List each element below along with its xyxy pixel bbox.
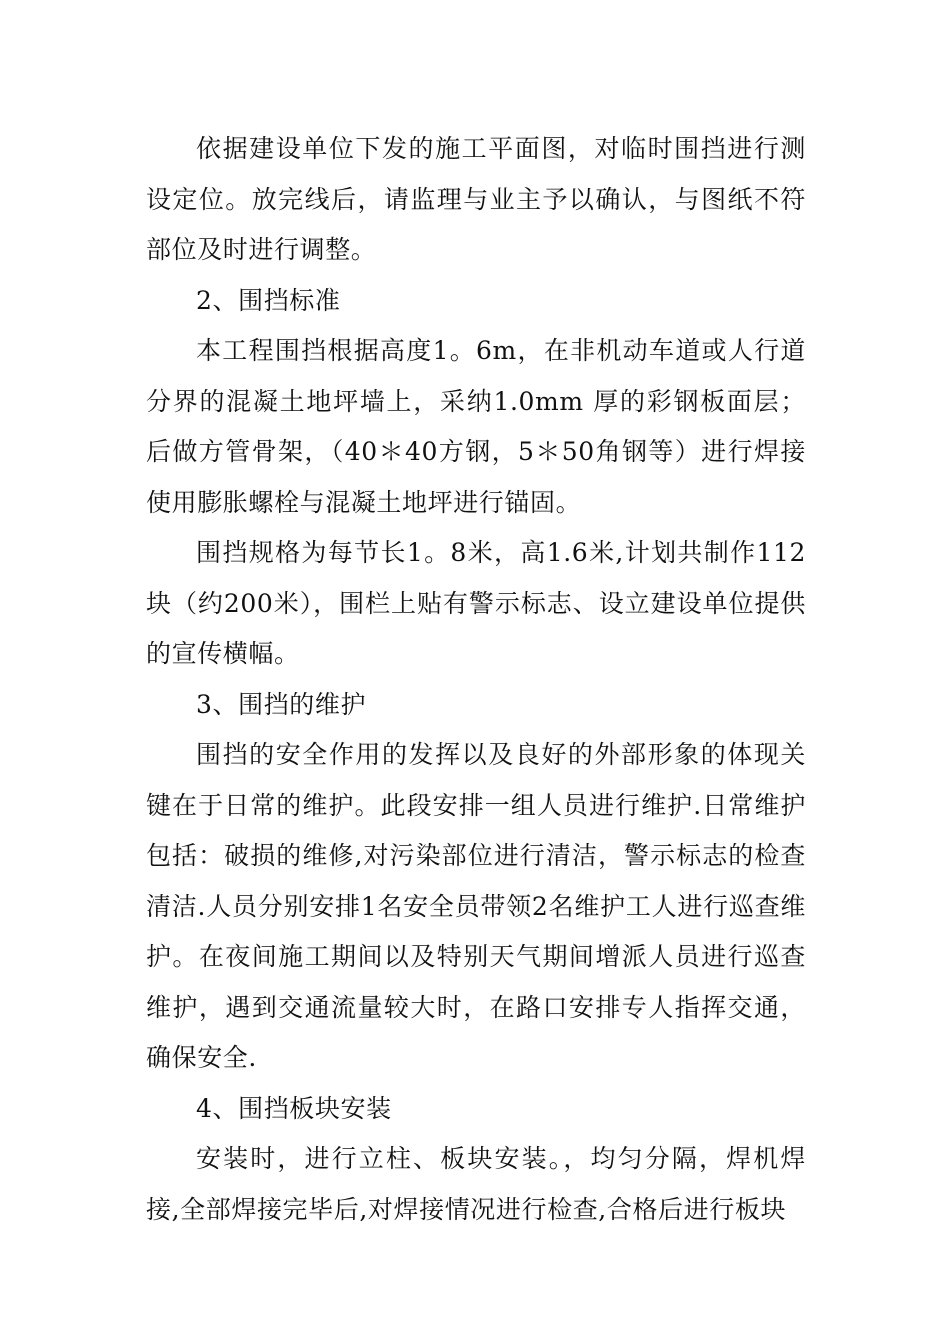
paragraph-maintenance: 围挡的安全作用的发挥以及良好的外部形象的体现关键在于日常的维护。此段安排一组人员进行维护.日常维护包括：破损的维修,对污染部位进行清洁，警示标志的检查清洁.人员分别安排1名安全员带领2名维护工人进行巡查维护。在夜间施工期间以及特别天气期间增派人员进行巡查维护，遇到交通流量较大时，在路口安排专人指挥交通，确保安全. xyxy=(146,740,806,1072)
paragraph-layout-survey: 依据建设单位下发的施工平面图，对临时围挡进行测设定位。放完线后，请监理与业主予以确认，与图纸不符部位及时进行调整。 xyxy=(146,134,806,264)
section-heading-maintenance: 3、围挡的维护 xyxy=(196,689,367,719)
paragraph-installation: 安装时，进行立柱、板块安装。，均匀分隔，焊机焊接,全部焊接完毕后,对焊接情况进行检查,合格后进行板块 xyxy=(146,1144,806,1224)
document-page xyxy=(146,124,806,1235)
section-heading-standard: 2、围挡标准 xyxy=(196,285,341,315)
paragraph-dimensions: 围挡规格为每节长1。8米，高1.6米,计划共制作112块（约200米），围栏上贴有警示标志、设立建设单位提供的宣传横幅。 xyxy=(146,538,806,668)
section-heading-installation: 4、围挡板块安装 xyxy=(196,1093,392,1123)
paragraph-standard-spec: 本工程围挡根据高度1。6m，在非机动车道或人行道分界的混凝土地坪墙上，采纳1.0mm 厚的彩钢板面层；后做方管骨架，（40＊40方钢，5＊50角钢等）进行焊接使用膨胀螺栓与混凝土地坪进行锚固。 xyxy=(146,336,806,517)
